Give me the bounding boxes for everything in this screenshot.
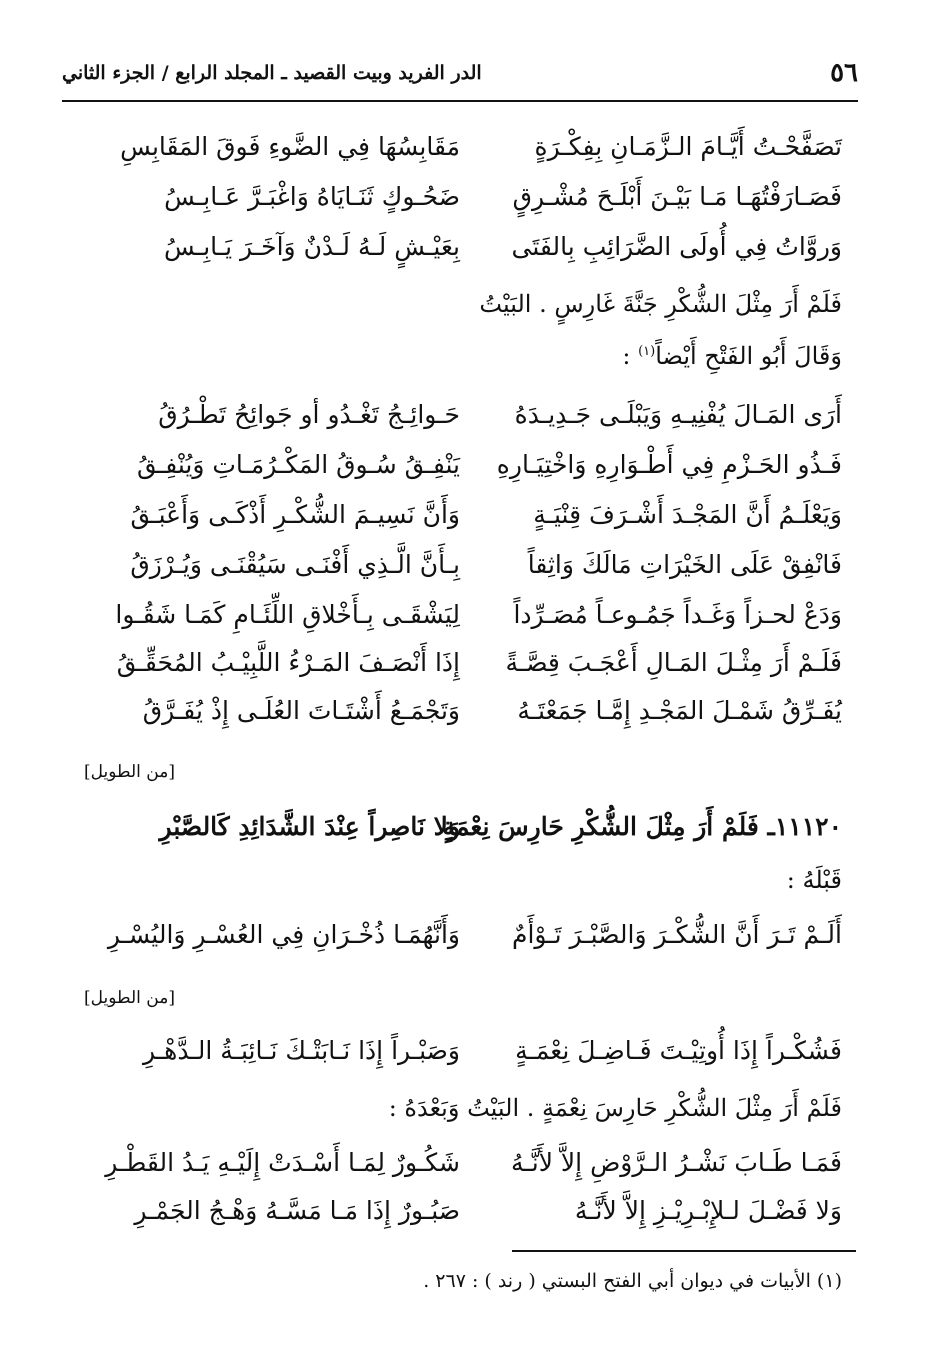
second-hemistich: بِـأَنَّ الَّـذِي أَفْنَـى سَيُقْنَـى وَيُـرْزَقُ [130,550,460,579]
verse-line [100,500,842,546]
second-hemistich: وَصَبْـراً إِذَا نَـابَتْـكَ نَـائِبَـةُ الـدَّهْـرِ [143,1036,460,1065]
first-hemistich: وَيَعْلَـمُ أَنَّ المَجْـدَ أَشْـرَفَ قِنْيَـةٍ [533,500,842,529]
first-hemistich: فَلَـمْ أَرَ مِثْـلَ المَـالِ أَعْجَـبَ قِصَّـةً [505,648,842,677]
prose-line: فَلَمْ أَرَ مِثْلَ الشُّكْرِ جَنَّةَ غَارِسٍ . البَيْتُ [479,290,842,318]
verse-line [100,920,842,966]
second-hemistich: يَنْفِـقُ سُـوقُ المَكْـرُمَـاتِ وَيُنْفِـقُ [137,450,460,479]
first-hemistich: أَلَـمْ تَـرَ أَنَّ الشُّكْـرَ وَالصَّبْـرَ تَـوْأَمٌ [511,920,842,949]
second-hemistich: صَبُـورٌ إِذَا مَـا مَسَّـهُ وَهْـجُ الجَمْـرِ [134,1196,460,1225]
verse-line [100,648,842,694]
first-hemistich: ١١١٢٠ـ فَلَمْ أَرَ مِثْلَ الشُّكْرِ حَارِسَ نِعْمَةٍ [442,812,842,841]
page-number: ٥٦ [830,58,858,88]
first-hemistich: فَشُكْـراً إِذَا أُوتِيْـتَ فَـاضِـلَ نِعْمَـةٍ [515,1036,842,1065]
meter-label: [من الطويل] [84,762,175,782]
prose-text: وَقَالَ أَبُو الفَتْحِ أَيْضاً [655,342,842,370]
page-header [62,56,858,96]
second-hemistich: حَـوائِـجُ تَغْـدُو أو جَوائِحُ تَطْـرُقُ [158,400,460,429]
first-hemistich: وَروَّاتُ فِي أُولَى الضَّرَائِبِ بِالفَتَى [511,232,842,261]
first-hemistich: فَصَـارَفْتُهَـا مَـا بَيْـنَ أَبْلَـحَ مُشْـرِقٍ [512,182,842,211]
verse-line [100,450,842,496]
first-hemistich: وَلا فَضْـلَ لـلإِبْـرِيْـزِ إِلاَّ لأَنَّـهُ [574,1196,842,1225]
verse-line [100,132,842,178]
first-hemistich: فَمَـا طَـابَ نَشْـرُ الـرَّوْضِ إِلاَّ لأَنَّـهُ [511,1148,842,1177]
second-hemistich: وَتَجْمَـعُ أَشْتَـاتَ العُلَـى إِذْ يُفَـرَّقُ [142,696,460,725]
verse-line [100,182,842,228]
first-hemistich: فَـذُو الحَـزْمِ فِي أَطْـوَارِهِ وَاخْتِيَـارِهِ [496,450,842,479]
verse-line [100,400,842,446]
second-hemistich: بِعَيْـشٍ لَـهُ لَـدْنٌ وَآخَـرَ يَـابِـسُ [164,232,460,261]
footnote-reference: (١) [638,344,656,359]
verse-line [100,1196,842,1242]
running-title: الدر الفريد وبيت القصيد ـ المجلد الرابع / الجزء الثاني [62,62,482,84]
second-hemistich: مَقَابِسُهَا فِي الضَّوءِ فَوقَ المَقَابِسِ [120,132,460,161]
second-hemistich: إِذَا أَنْصَـفَ المَـرْءُ اللَّبِيْـبُ المُحَقِّـقُ [116,648,460,677]
verse-line [100,1036,842,1082]
prose-line: قَبْلَهُ : [786,866,842,894]
second-hemistich: ضَحُـوكٍ ثَنَـايَاهُ وَاغْبَـرَّ عَـابِـسُ [164,182,460,211]
second-hemistich: لِيَشْقَـى بِـأَخْلاقِ اللِّئَـامِ كَمَـا شَقُـوا [115,600,460,629]
first-hemistich: وَدَعْ لحـزاً وَغَـداً جَمُـوعـاً مُصَـرِّداً [513,600,842,629]
second-hemistich: وَأَنَّهُمَـا ذُخْـرَانِ فِي العُسْـرِ وَاليُسْـرِ [107,920,460,949]
entry-verse [100,812,842,858]
prose-colon: : [622,342,639,370]
verse-line [100,232,842,278]
meter-label: [من الطويل] [84,988,175,1008]
verse-line [100,600,842,646]
first-hemistich: فَانْفِقْ عَلَى الخَيْرَاتِ مَالَكَ وَاثِقاً [527,550,842,579]
verse-line [100,696,842,742]
header-rule [62,100,858,102]
first-hemistich: أَرَى المَـالَ يُفْنِيـهِ وَيَبْلَـى جَـدِيـدَهُ [514,400,842,429]
second-hemistich: وَأَنَّ نَسِيـمَ الشُّكْـرِ أَذْكَـى وَأَعْبَـقُ [130,500,460,529]
first-hemistich: يُفَـرِّقُ شَمْـلَ المَجْـدِ إِمَّـا جَمَعْتَـهُ [517,696,842,725]
verse-line [100,550,842,596]
second-hemistich: وَلا نَاصِراً عِنْدَ الشَّدَائِدِ كَالصَّبْرِ [159,812,460,841]
verse-line [100,1148,842,1194]
first-hemistich: تَصَفَّحْـتُ أَيَّـامَ الـزَّمَـانِ بِفِكْـرَةٍ [534,132,842,161]
footnote-rule [512,1250,856,1252]
second-hemistich: شَكُـورٌ لِمَـا أَسْـدَتْ إِلَيْـهِ يَـدُ القَطْـرِ [105,1148,460,1177]
prose-line [100,342,842,370]
footnote: (١) الأبيات في ديوان أبي الفتح البستي ( رند ) : ٢٦٧ . [423,1270,842,1292]
prose-line: فَلَمْ أَرَ مِثْلَ الشُّكْرِ حَارِسَ نِعْمَةٍ . البَيْتُ وَبَعْدَهُ : [388,1094,842,1122]
